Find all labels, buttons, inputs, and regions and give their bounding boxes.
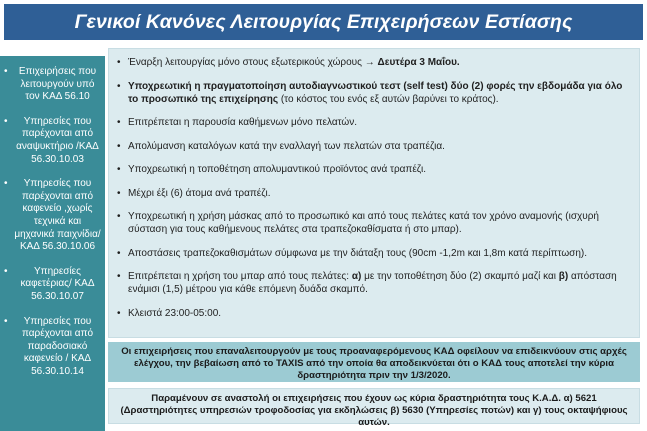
rule-bold: α) — [351, 271, 362, 282]
rule-item — [115, 80, 633, 106]
bullet-icon: • — [4, 315, 8, 327]
sidebar — [0, 56, 105, 431]
bullet-icon: • — [4, 265, 8, 277]
rule-item — [115, 247, 633, 260]
sidebar-item-text: Υπηρεσίες καφετέριας/ ΚΑΔ 56.30.10.07 — [20, 265, 95, 302]
title-bar — [4, 4, 643, 40]
bullet-icon: • — [117, 271, 121, 282]
rule-text: Κλειστά 23:00-05:00. — [128, 307, 222, 319]
sidebar-item — [4, 266, 101, 304]
bullet-icon: • — [117, 307, 121, 319]
rule-text: Υποχρεωτική η τοποθέτηση απολυμαντικού προϊόντος ανά τραπέζι. — [128, 164, 427, 175]
bullet-icon: • — [117, 140, 121, 152]
bullet-icon: • — [4, 178, 8, 190]
rule-item — [115, 187, 633, 200]
bullet-icon: • — [4, 115, 8, 127]
rule-text: Επιτρέπεται η παρουσία καθήμενων μόνο πελατών. — [128, 117, 358, 128]
bullet-icon: • — [4, 66, 8, 77]
sidebar-item — [4, 116, 101, 166]
bullet-icon: • — [117, 117, 121, 128]
bullet-icon: • — [117, 211, 121, 222]
rules-list — [108, 48, 640, 338]
sidebar-item-text: Υπηρεσίες που παρέχονται από παραδοσιακό καφενείο / ΚΑΔ 56.30.10.14 — [21, 315, 94, 377]
rule-text: με την τοποθέτηση δύο (2) σκαμπό μαζί και — [361, 271, 559, 282]
page-title: Γενικοί Κανόνες Λειτουργίας Επιχειρήσεων Εστίασης — [74, 10, 573, 33]
sidebar-item-text: Επιχειρήσεις που λειτουργούν υπό τον ΚΑΔ 56.10 — [18, 66, 97, 103]
bullet-icon: • — [117, 80, 121, 92]
rule-item — [115, 307, 633, 320]
rule-text: Υποχρεωτική η χρήση μάσκας από το προσωπικό και από τους πελάτες κατά τον χρόνο αναμονής (ισχυρή σύσταση για τους καθήμενους πελάτες στα τραπεζοκαθίσματα ή στο μπαρ). — [128, 211, 599, 235]
rule-item — [115, 116, 633, 129]
bullet-icon: • — [117, 57, 121, 68]
bullet-icon: • — [117, 164, 121, 175]
sidebar-item — [4, 178, 101, 254]
rule-text: (το κόστος του ενός εξ αυτών βαρύνει το κράτος). — [278, 93, 499, 105]
sidebar-item — [4, 66, 101, 104]
rule-text: Επιτρέπεται η χρήση του μπαρ από τους πελάτες: — [128, 271, 352, 282]
rule-item — [115, 210, 633, 236]
rule-bold: Υποχρεωτική η πραγματοποίηση αυτοδιαγνωστικού τεστ (self test) δύο (2) φορές την εβδομάδα για όλο το προσωπικό της επιχείρησης — [128, 80, 623, 105]
rule-text: Έναρξη λειτουργίας μόνο στους εξωτερικούς χώρους → — [128, 57, 378, 68]
rule-bold: Δευτέρα 3 Μαΐου. — [377, 57, 460, 68]
sidebar-item-text: Υπηρεσίες που παρέχονται από καφενείο ,χωρίς τεχνικά και μηχανικά παιχνίδια/ ΚΑΔ 56.30.10.06 — [14, 178, 101, 253]
rule-item — [115, 270, 633, 296]
rule-text: Απολύμανση καταλόγων κατά την εναλλαγή των πελατών στα τραπέζια. — [128, 140, 445, 152]
rule-text: Μέχρι έξι (6) άτομα ανά τραπέζι. — [128, 187, 271, 199]
rule-text: απόσταση ενάμισι (1,5) μέτρου για κάθε επόμενη δυάδα σκαμπό. — [128, 271, 617, 295]
sidebar-item-text: Υπηρεσίες που παρέχονται από αναψυκτήριο /ΚΑΔ 56.30.10.03 — [16, 115, 99, 165]
rule-bold: β) — [558, 271, 569, 282]
bullet-icon: • — [117, 247, 121, 259]
sidebar-item — [4, 316, 101, 379]
kad-proof-note: Οι επιχειρήσεις που επαναλειτουργούν με τους προαναφερόμενους ΚΑΔ οφείλουν να επιδεικνύουν στις αρχές ελέγχου, την βεβαίωση από το TAXIS από την οποία θα αποδεικνύεται ότι ο ΚΑΔ τους αποτελεί την κύρια δραστηριότητα πριν την 1/3/2020. — [108, 342, 640, 382]
rule-text: Αποστάσεις τραπεζοκαθισμάτων σύμφωνα με την διάταξη τους (90cm -1,2m και 1,8m κατά περίπτωση). — [128, 247, 588, 259]
suspension-note: Παραμένουν σε αναστολή οι επιχειρήσεις που έχουν ως κύρια δραστηριότητα τους Κ.Α.Δ. α) 5621 (Δραστηριότητες υπηρεσιών τροφοδοσίας για εκδηλώσεις β) 5630 (Υπηρεσίες ποτών) και γ) τους οκταψήφιους αυτών. — [108, 388, 640, 424]
bullet-icon: • — [117, 187, 121, 199]
rule-item — [115, 140, 633, 153]
rule-item — [115, 56, 633, 69]
rule-item — [115, 163, 633, 176]
